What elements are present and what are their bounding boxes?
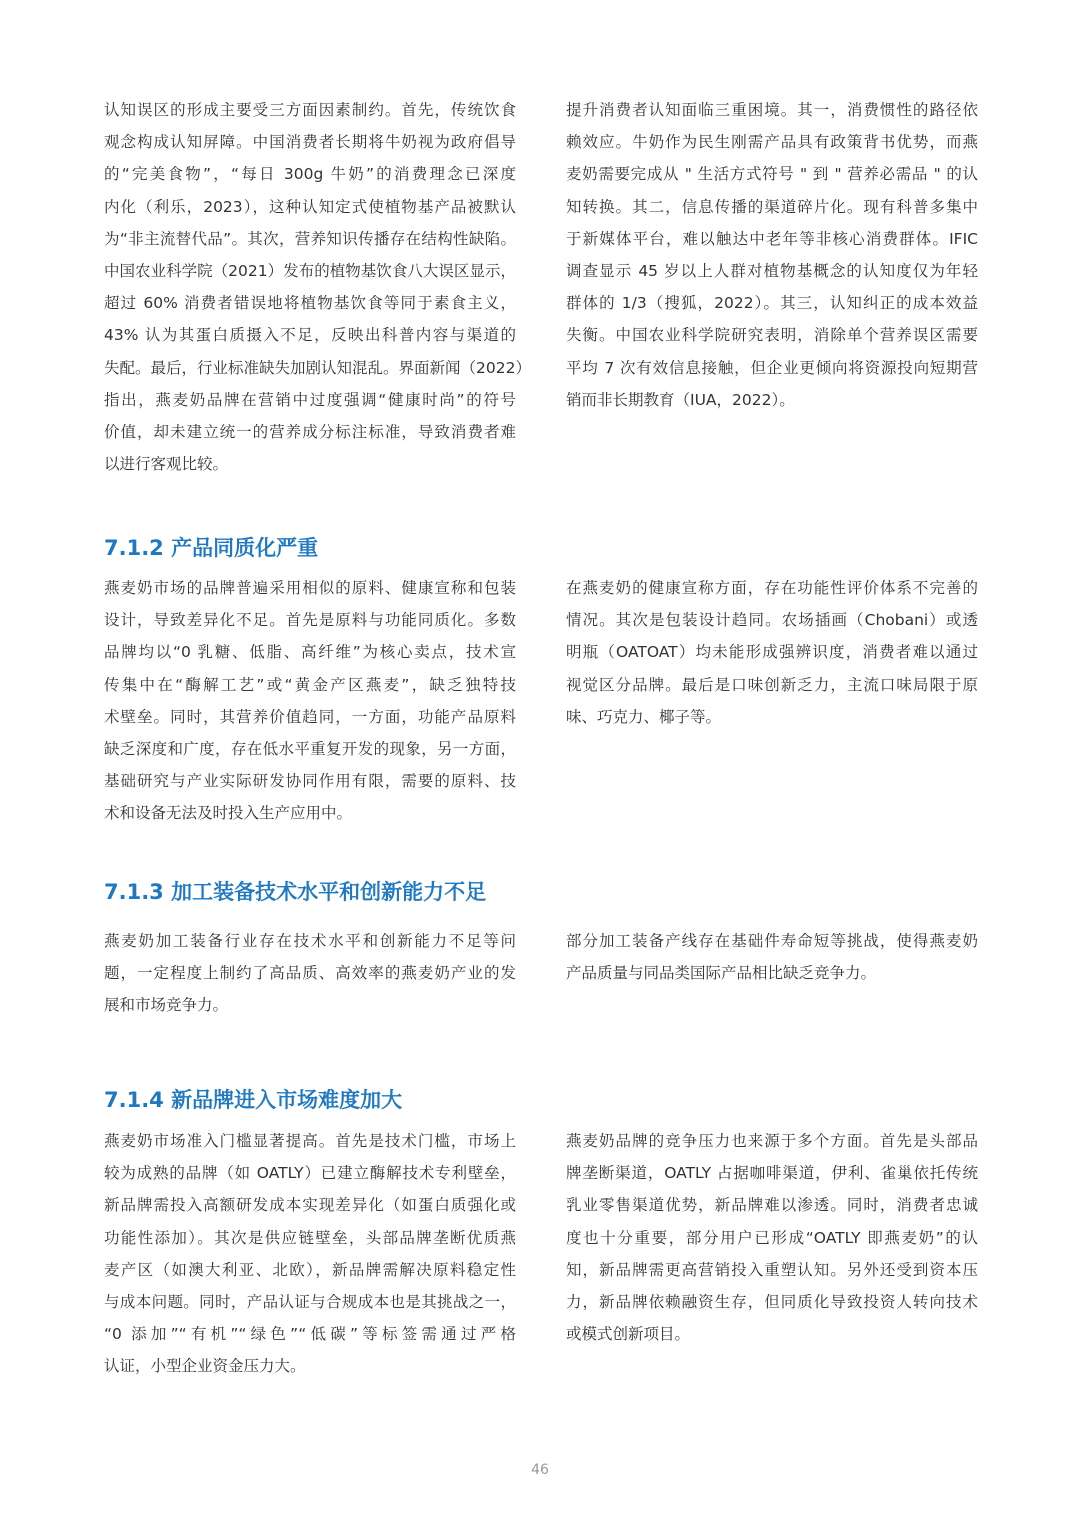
paragraph-line: 失配。最后，行业标准缺失加剧认知混乱。界面新闻（2022） — [104, 358, 531, 377]
paragraph-line: 在燕麦奶的健康宣称方面，存在功能性评价体系不完善的 — [566, 579, 978, 597]
paragraph-line: 传集中在“酶解工艺”或“黄金产区燕麦”，缺乏独特技 — [104, 675, 516, 694]
section-heading-7-1-4: 7.1.4 新品牌进入市场难度加大 — [104, 1088, 403, 1112]
paragraph-line: 指出，燕麦奶品牌在营销中过度强调“健康时尚”的符号 — [104, 390, 516, 409]
paragraph-line: 失衡。中国农业科学院研究表明，消除单个营养误区需要 — [566, 326, 978, 345]
section-7-1-4-right-column — [566, 1125, 978, 1350]
paragraph-line: 平均 7 次有效信息接触，但企业更倾向将资源投向短期营 — [566, 358, 978, 377]
paragraph-line: 麦产区（如澳大利亚、北欧），新品牌需解决原料稳定性 — [104, 1260, 516, 1279]
paragraph-line: 较为成熟的品牌（如 OATLY）已建立酶解技术专利壁垒， — [104, 1164, 516, 1183]
paragraph-line: 的“完美食物”，“每日 300g 牛奶”的消费理念已深度 — [104, 165, 516, 184]
paragraph-line: 内化（利乐，2023），这种认知定式使植物基产品被默认 — [104, 197, 516, 216]
section-7-1-2-left-column — [104, 572, 516, 830]
paragraph-line: 术和设备无法及时投入生产应用中。 — [104, 804, 353, 823]
paragraph-line: 部分加工装备产线存在基础件寿命短等挑战，使得燕麦奶 — [566, 932, 978, 950]
paragraph-line: 燕麦奶市场的品牌普遍采用相似的原料、健康宣称和包装 — [104, 579, 516, 597]
paragraph-line: 基础研究与产业实际研发协同作用有限，需要的原料、技 — [104, 772, 516, 791]
section-7-1-2-right-column — [566, 572, 978, 733]
paragraph-line: 燕麦奶品牌的竞争压力也来源于多个方面。首先是头部品 — [566, 1132, 978, 1150]
paragraph-line: 与成本问题。同时，产品认证与合规成本也是其挑战之一， — [104, 1292, 516, 1311]
paragraph-line: 新品牌需投入高额研发成本实现差异化（如蛋白质强化或 — [104, 1196, 516, 1215]
paragraph-line: 或模式创新项目。 — [566, 1325, 691, 1344]
section-heading-7-1-2: 7.1.2 产品同质化严重 — [104, 536, 319, 560]
paragraph-line: 明瓶（OATOAT）均未能形成强辨识度，消费者难以通过 — [566, 643, 978, 662]
paragraph-line: 力，新品牌依赖融资生存，但同质化导致投资人转向技术 — [566, 1292, 978, 1311]
paragraph-line: 燕麦奶市场准入门槛显著提高。首先是技术门槛，市场上 — [104, 1132, 516, 1150]
paragraph-line: 缺乏深度和广度，存在低水平重复开发的现象，另一方面， — [104, 739, 516, 758]
paragraph-line: 知转换。其二，信息传播的渠道碎片化。现有科普多集中 — [566, 197, 978, 216]
paragraph-line: 情况。其次是包装设计趋同。农场插画（Chobani）或透 — [566, 611, 978, 630]
paragraph-line: 度也十分重要，部分用户已形成“OATLY 即燕麦奶”的认 — [566, 1228, 978, 1247]
page-number: 46 — [531, 1462, 549, 1478]
paragraph-line: 味、巧克力、椰子等。 — [566, 707, 722, 726]
paragraph-line: “0 添加”“有机”“绿色”“低碳”等标签需通过严格 — [104, 1325, 516, 1344]
paragraph-line: 燕麦奶加工装备行业存在技术水平和创新能力不足等问 — [104, 932, 516, 950]
intro-left-column — [104, 94, 531, 480]
paragraph-line: 视觉区分品牌。最后是口味创新乏力，主流口味局限于原 — [566, 675, 978, 694]
paragraph-line: 为“非主流替代品”。其次，营养知识传播存在结构性缺陷。 — [104, 229, 516, 248]
paragraph-line: 群体的 1/3（搜狐，2022）。其三，认知纠正的成本效益 — [566, 294, 978, 313]
paragraph-line: 43% 认为其蛋白质摄入不足，反映出科普内容与渠道的 — [104, 326, 516, 345]
paragraph-line: 品牌均以“0 乳糖、低脂、高纤维”为核心卖点，技术宣 — [104, 643, 516, 662]
paragraph-line: 题，一定程度上制约了高品质、高效率的燕麦奶产业的发 — [104, 964, 516, 983]
paragraph-line: 赖效应。牛奶作为民生刚需产品具有政策背书优势，而燕 — [566, 133, 978, 152]
paragraph-line: 设计，导致差异化不足。首先是原料与功能同质化。多数 — [104, 611, 516, 630]
paragraph-line: 认知误区的形成主要受三方面因素制约。首先，传统饮食 — [104, 101, 516, 119]
paragraph-line: 产品质量与同品类国际产品相比缺乏竞争力。 — [566, 964, 877, 983]
paragraph-line: 乳业零售渠道优势，新品牌难以渗透。同时，消费者忠诚 — [566, 1196, 978, 1215]
paragraph-line: 于新媒体平台，难以触达中老年等非核心消费群体。IFIC — [566, 229, 978, 248]
paragraph-line: 功能性添加）。其次是供应链壁垒，头部品牌垄断优质燕 — [104, 1228, 516, 1247]
paragraph-line: 牌垄断渠道，OATLY 占据咖啡渠道，伊利、雀巢依托传统 — [566, 1164, 978, 1183]
paragraph-line: 价值，却未建立统一的营养成分标注标准，导致消费者难 — [104, 422, 516, 441]
paragraph-line: 术壁垒。同时，其营养价值趋同，一方面，功能产品原料 — [104, 707, 516, 726]
paragraph-line: 销而非长期教育（IUA，2022）。 — [566, 390, 795, 409]
section-7-1-4-left-column — [104, 1125, 516, 1383]
intro-right-column — [566, 94, 978, 416]
paragraph-line: 调查显示 45 岁以上人群对植物基概念的认知度仅为年轻 — [566, 261, 978, 280]
paragraph-line: 超过 60% 消费者错误地将植物基饮食等同于素食主义， — [104, 294, 516, 313]
paragraph-line: 以进行客观比较。 — [104, 455, 229, 474]
paragraph-line: 观念构成认知屏障。中国消费者长期将牛奶视为政府倡导 — [104, 133, 516, 152]
section-7-1-3-left-column — [104, 925, 516, 1022]
section-heading-7-1-3: 7.1.3 加工装备技术水平和创新能力不足 — [104, 880, 487, 904]
section-7-1-3-right-column — [566, 925, 978, 989]
paragraph-line: 麦奶需要完成从 " 生活方式符号 " 到 " 营养必需品 " 的认 — [566, 165, 978, 184]
paragraph-line: 知，新品牌需更高营销投入重塑认知。另外还受到资本压 — [566, 1260, 978, 1279]
paragraph-line: 认证，小型企业资金压力大。 — [104, 1357, 306, 1376]
paragraph-line: 中国农业科学院（2021）发布的植物基饮食八大误区显示， — [104, 261, 516, 280]
paragraph-line: 提升消费者认知面临三重困境。其一，消费惯性的路径依 — [566, 101, 978, 119]
paragraph-line: 展和市场竞争力。 — [104, 996, 229, 1015]
